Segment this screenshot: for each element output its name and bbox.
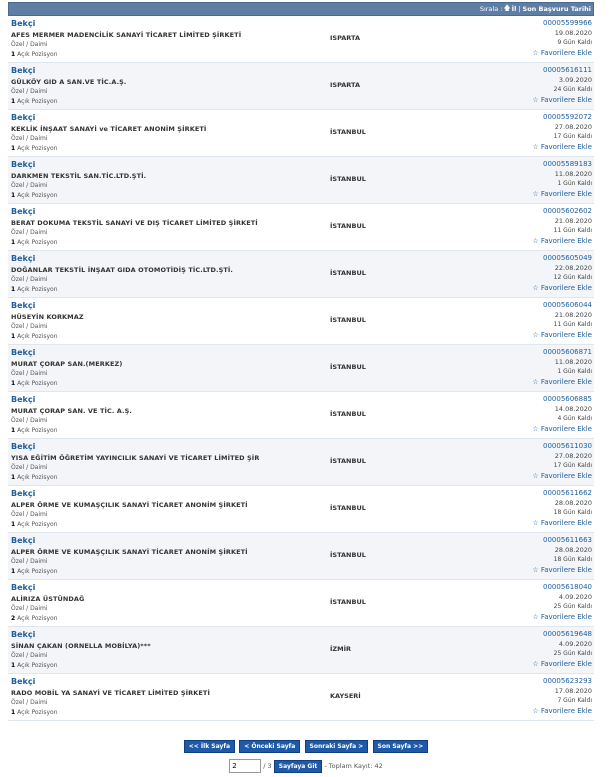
open-count: 1 xyxy=(11,474,16,481)
open-count: 1 xyxy=(11,145,16,152)
employment-type: Özel / Daimi xyxy=(11,370,48,377)
position-title-link[interactable]: Bekçi xyxy=(11,113,36,122)
open-count: 1 xyxy=(11,521,16,528)
open-positions xyxy=(11,521,58,528)
add-favorite-link[interactable]: ☆ Favorilere Ekle xyxy=(532,49,592,57)
open-positions xyxy=(11,286,58,293)
add-favorite-link[interactable]: ☆ Favorilere Ekle xyxy=(532,190,592,198)
open-positions xyxy=(11,662,58,669)
listing-row xyxy=(8,110,594,157)
open-positions xyxy=(11,51,58,58)
open-label: Açık Pozisyon xyxy=(17,521,58,528)
position-title-link[interactable]: Bekçi xyxy=(11,489,36,498)
listing-meta xyxy=(532,441,592,481)
position-title-link[interactable]: Bekçi xyxy=(11,442,36,451)
company-name: ALPER ÖRME VE KUMAŞÇILIK SANAYİ TİCARET ANONİM ŞİRKETİ xyxy=(11,501,248,509)
open-label: Açık Pozisyon xyxy=(17,51,58,58)
days-remaining: 18 Gün Kaldı xyxy=(553,509,592,516)
listing-meta xyxy=(532,629,592,669)
city: İSTANBUL xyxy=(330,504,366,512)
sort-bar xyxy=(8,2,594,16)
city: İSTANBUL xyxy=(330,410,366,418)
job-listing xyxy=(8,2,594,721)
deadline-date: 27.08.2020 xyxy=(554,452,592,460)
listing-meta xyxy=(532,535,592,575)
open-count: 1 xyxy=(11,286,16,293)
listing-number-link[interactable]: 00005606885 xyxy=(543,395,592,403)
position-title-link[interactable]: Bekçi xyxy=(11,677,36,686)
company-name: RADO MOBİL YA SANAYİ VE TİCARET LİMİTED ŞİRKETİ xyxy=(11,689,210,697)
days-remaining: 17 Gün Kaldı xyxy=(553,133,592,140)
add-favorite-link[interactable]: ☆ Favorilere Ekle xyxy=(532,519,592,527)
open-count: 1 xyxy=(11,709,16,716)
listing-row xyxy=(8,251,594,298)
open-positions xyxy=(11,98,58,105)
city: KAYSERİ xyxy=(330,692,361,700)
open-positions xyxy=(11,568,58,575)
sort-by-deadline[interactable]: Son Başvuru Tarihi xyxy=(522,5,591,13)
listing-number-link[interactable]: 00005605049 xyxy=(543,254,592,262)
days-remaining: 18 Gün Kaldı xyxy=(553,556,592,563)
add-favorite-link[interactable]: ☆ Favorilere Ekle xyxy=(532,331,592,339)
total-records: - Toplam Kayıt: 42 xyxy=(324,762,383,770)
days-remaining: 11 Gün Kaldı xyxy=(553,321,592,328)
first-page-button[interactable]: << İlk Sayfa xyxy=(184,740,235,753)
listing-meta xyxy=(532,65,592,105)
listing-row xyxy=(8,204,594,251)
deadline-date: 11.08.2020 xyxy=(554,358,592,366)
open-label: Açık Pozisyon xyxy=(17,333,58,340)
employment-type: Özel / Daimi xyxy=(11,417,48,424)
open-label: Açık Pozisyon xyxy=(17,709,58,716)
days-remaining: 1 Gün Kaldı xyxy=(557,368,592,375)
open-positions xyxy=(11,239,58,246)
position-title-link[interactable]: Bekçi xyxy=(11,536,36,545)
open-label: Açık Pozisyon xyxy=(17,568,58,575)
open-count: 1 xyxy=(11,662,16,669)
open-count: 1 xyxy=(11,427,16,434)
open-count: 2 xyxy=(11,615,16,622)
open-positions xyxy=(11,709,58,716)
days-remaining: 12 Gün Kaldı xyxy=(553,274,592,281)
city: İSTANBUL xyxy=(330,222,366,230)
employment-type: Özel / Daimi xyxy=(11,699,48,706)
open-label: Açık Pozisyon xyxy=(17,192,58,199)
add-favorite-link[interactable]: ☆ Favorilere Ekle xyxy=(532,613,592,621)
listing-number-link[interactable]: 00005602602 xyxy=(543,207,592,215)
company-name: SİNAN ÇAKAN (ORNELLA MOBİLYA)*** xyxy=(11,642,151,650)
city: İZMİR xyxy=(330,645,352,653)
employment-type: Özel / Daimi xyxy=(11,652,48,659)
open-count: 1 xyxy=(11,380,16,387)
sort-label: Sırala : xyxy=(479,5,503,13)
open-positions xyxy=(11,615,58,622)
deadline-date: 21.08.2020 xyxy=(554,217,592,225)
add-favorite-link[interactable]: ☆ Favorilere Ekle xyxy=(532,472,592,480)
deadline-date: 14.08.2020 xyxy=(554,405,592,413)
deadline-date: 19.08.2020 xyxy=(554,29,592,37)
open-positions xyxy=(11,333,58,340)
pagination xyxy=(0,740,612,753)
open-count: 1 xyxy=(11,51,16,58)
position-title-link[interactable]: Bekçi xyxy=(11,160,36,169)
open-label: Açık Pozisyon xyxy=(17,239,58,246)
open-positions xyxy=(11,145,58,152)
listing-number-link[interactable]: 00005623293 xyxy=(543,677,592,685)
open-count: 1 xyxy=(11,192,16,199)
open-label: Açık Pozisyon xyxy=(17,427,58,434)
employment-type: Özel / Daimi xyxy=(11,88,48,95)
city: ISPARTA xyxy=(330,34,360,42)
city: İSTANBUL xyxy=(330,598,366,606)
listing-row xyxy=(8,674,594,721)
listing-number-link[interactable]: 00005616111 xyxy=(543,66,592,74)
company-name: MURAT ÇORAP SAN. VE TİC. A.Ş. xyxy=(11,407,132,415)
position-title-link[interactable]: Bekçi xyxy=(11,301,36,310)
sort-by-city[interactable]: İl xyxy=(511,5,517,13)
open-label: Açık Pozisyon xyxy=(17,98,58,105)
listing-number-link[interactable]: 00005611030 xyxy=(543,442,592,450)
listing-number-link[interactable]: 00005599966 xyxy=(543,19,592,27)
open-count: 1 xyxy=(11,333,16,340)
open-label: Açık Pozisyon xyxy=(17,380,58,387)
position-title-link[interactable]: Bekçi xyxy=(11,207,36,216)
open-label: Açık Pozisyon xyxy=(17,286,58,293)
city: İSTANBUL xyxy=(330,269,366,277)
listing-number-link[interactable]: 00005589183 xyxy=(543,160,592,168)
listing-row xyxy=(8,439,594,486)
company-name: BERAT DOKUMA TEKSTİL SANAYİ VE DIŞ TİCARET LİMİTED ŞİRKETİ xyxy=(11,219,258,227)
open-positions xyxy=(11,380,58,387)
city: İSTANBUL xyxy=(330,457,366,465)
open-label: Açık Pozisyon xyxy=(17,615,58,622)
days-remaining: 9 Gün Kaldı xyxy=(557,39,592,46)
deadline-date: 22.08.2020 xyxy=(554,264,592,272)
sort-separator: | xyxy=(518,5,521,13)
position-title-link[interactable]: Bekçi xyxy=(11,19,36,28)
company-name: AFES MERMER MADENCİLİK SANAYİ TİCARET LİMİTED ŞİRKETİ xyxy=(11,31,242,39)
company-name: GÜLKÖY GID A SAN.VE TİC.A.Ş. xyxy=(11,78,127,86)
listing-row xyxy=(8,392,594,439)
add-favorite-link[interactable]: ☆ Favorilere Ekle xyxy=(532,237,592,245)
company-name: ALİRIZA ÜSTÜNDAĞ xyxy=(11,595,85,603)
listing-meta xyxy=(532,206,592,246)
listing-number-link[interactable]: 00005606044 xyxy=(543,301,592,309)
listing-number-link[interactable]: 00005606871 xyxy=(543,348,592,356)
page-jump xyxy=(0,759,612,773)
employment-type: Özel / Daimi xyxy=(11,276,48,283)
listing-meta xyxy=(532,582,592,622)
employment-type: Özel / Daimi xyxy=(11,41,48,48)
company-name: DOĞANLAR TEKSTİL İNŞAAT GIDA OTOMOTİDİŞ TİC.LTD.ŞTİ. xyxy=(11,266,234,274)
open-positions xyxy=(11,474,58,481)
next-page-button[interactable]: Sonraki Sayfa > xyxy=(305,740,369,753)
employment-type: Özel / Daimi xyxy=(11,323,48,330)
city: İSTANBUL xyxy=(330,175,366,183)
position-title-link[interactable]: Bekçi xyxy=(11,583,36,592)
city: İSTANBUL xyxy=(330,551,366,559)
listing-number-link[interactable]: 00005611663 xyxy=(543,536,592,544)
listing-meta xyxy=(532,347,592,387)
company-name: DARKMEN TEKSTİL SAN.TİC.LTD.ŞTİ. xyxy=(11,172,147,180)
listing-row xyxy=(8,298,594,345)
company-name: ALPER ÖRME VE KUMAŞÇILIK SANAYİ TİCARET ANONİM ŞİRKETİ xyxy=(11,548,248,556)
days-remaining: 24 Gün Kaldı xyxy=(553,86,592,93)
listing-row xyxy=(8,16,594,63)
position-title-link[interactable]: Bekçi xyxy=(11,630,36,639)
listing-meta xyxy=(532,159,592,199)
listing-row xyxy=(8,627,594,674)
listing-number-link[interactable]: 00005619648 xyxy=(543,630,592,638)
city: ISPARTA xyxy=(330,81,360,89)
go-to-page-button[interactable]: Sayfaya Git xyxy=(274,760,322,773)
deadline-date: 28.08.2020 xyxy=(554,546,592,554)
open-positions xyxy=(11,427,58,434)
add-favorite-link[interactable]: ☆ Favorilere Ekle xyxy=(532,378,592,386)
page-number-input[interactable]: 2 xyxy=(229,759,261,773)
arrow-up-icon[interactable]: 🡅 xyxy=(503,3,511,12)
listing-row xyxy=(8,486,594,533)
days-remaining: 7 Gün Kaldı xyxy=(557,697,592,704)
listing-meta xyxy=(532,112,592,152)
deadline-date: 4.09.2020 xyxy=(558,593,592,601)
deadline-date: 11.08.2020 xyxy=(554,170,592,178)
employment-type: Özel / Daimi xyxy=(11,558,48,565)
company-name: MURAT ÇORAP SAN.(MERKEZ) xyxy=(11,360,123,368)
city: İSTANBUL xyxy=(330,128,366,136)
days-remaining: 25 Gün Kaldı xyxy=(553,650,592,657)
listing-number-link[interactable]: 00005618040 xyxy=(543,583,592,591)
open-count: 1 xyxy=(11,98,16,105)
add-favorite-link[interactable]: ☆ Favorilere Ekle xyxy=(532,96,592,104)
last-page-button[interactable]: Son Sayfa >> xyxy=(373,740,429,753)
listing-number-link[interactable]: 00005611662 xyxy=(543,489,592,497)
city: İSTANBUL xyxy=(330,363,366,371)
add-favorite-link[interactable]: ☆ Favorilere Ekle xyxy=(532,660,592,668)
deadline-date: 28.08.2020 xyxy=(554,499,592,507)
employment-type: Özel / Daimi xyxy=(11,182,48,189)
open-label: Açık Pozisyon xyxy=(17,474,58,481)
page-total: / 3 xyxy=(263,762,272,770)
company-name: YISA EĞİTİM ÖĞRETİM YAYINCILIK SANAYİ VE TİCARET LİMİTED ŞİR xyxy=(11,454,260,462)
open-count: 1 xyxy=(11,568,16,575)
days-remaining: 17 Gün Kaldı xyxy=(553,462,592,469)
listing-rows xyxy=(8,16,594,721)
listing-meta xyxy=(532,18,592,58)
position-title-link[interactable]: Bekçi xyxy=(11,395,36,404)
open-label: Açık Pozisyon xyxy=(17,145,58,152)
add-favorite-link[interactable]: ☆ Favorilere Ekle xyxy=(532,566,592,574)
employment-type: Özel / Daimi xyxy=(11,605,48,612)
listing-row xyxy=(8,345,594,392)
add-favorite-link[interactable]: ☆ Favorilere Ekle xyxy=(532,284,592,292)
position-title-link[interactable]: Bekçi xyxy=(11,66,36,75)
listing-meta xyxy=(532,676,592,716)
open-count: 1 xyxy=(11,239,16,246)
listing-meta xyxy=(532,253,592,293)
listing-row xyxy=(8,157,594,204)
add-favorite-link[interactable]: ☆ Favorilere Ekle xyxy=(532,707,592,715)
employment-type: Özel / Daimi xyxy=(11,135,48,142)
days-remaining: 4 Gün Kaldı xyxy=(557,415,592,422)
days-remaining: 11 Gün Kaldı xyxy=(553,227,592,234)
deadline-date: 27.08.2020 xyxy=(554,123,592,131)
open-label: Açık Pozisyon xyxy=(17,662,58,669)
listing-number-link[interactable]: 00005592072 xyxy=(543,113,592,121)
deadline-date: 4.09.2020 xyxy=(558,640,592,648)
days-remaining: 25 Gün Kaldı xyxy=(553,603,592,610)
add-favorite-link[interactable]: ☆ Favorilere Ekle xyxy=(532,143,592,151)
listing-row xyxy=(8,533,594,580)
city: İSTANBUL xyxy=(330,316,366,324)
company-name: HÜSEYİN KORKMAZ xyxy=(11,313,84,321)
listing-meta xyxy=(532,300,592,340)
prev-page-button[interactable]: < Önceki Sayfa xyxy=(239,740,300,753)
employment-type: Özel / Daimi xyxy=(11,229,48,236)
listing-row xyxy=(8,63,594,110)
deadline-date: 21.08.2020 xyxy=(554,311,592,319)
listing-meta xyxy=(532,488,592,528)
position-title-link[interactable]: Bekçi xyxy=(11,348,36,357)
employment-type: Özel / Daimi xyxy=(11,511,48,518)
company-name: KEKLİK İNŞAAT SANAYİ ve TİCARET ANONİM ŞİRKETİ xyxy=(11,125,207,133)
listing-meta xyxy=(532,394,592,434)
add-favorite-link[interactable]: ☆ Favorilere Ekle xyxy=(532,425,592,433)
listing-row xyxy=(8,580,594,627)
employment-type: Özel / Daimi xyxy=(11,464,48,471)
open-positions xyxy=(11,192,58,199)
deadline-date: 3.09.2020 xyxy=(558,76,592,84)
position-title-link[interactable]: Bekçi xyxy=(11,254,36,263)
deadline-date: 17.08.2020 xyxy=(554,687,592,695)
days-remaining: 1 Gün Kaldı xyxy=(557,180,592,187)
